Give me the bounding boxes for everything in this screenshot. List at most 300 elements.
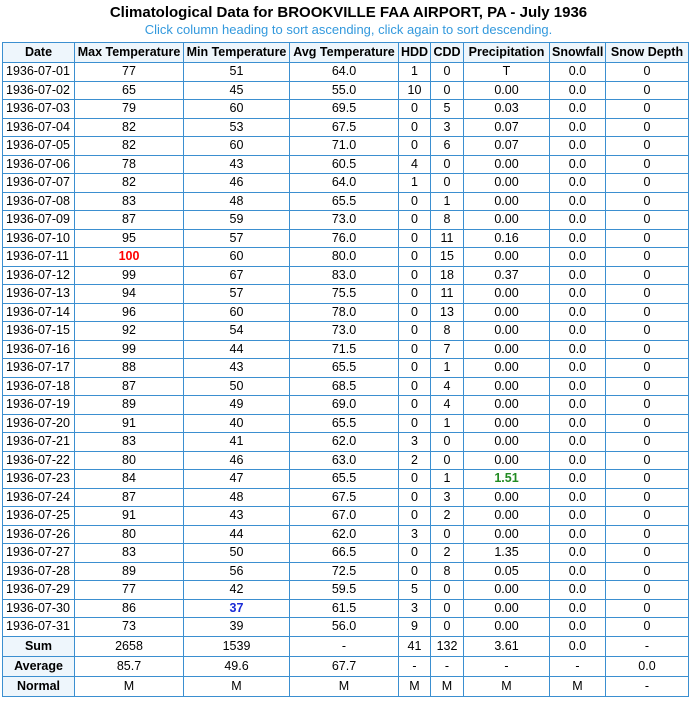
cdd-cell: 8 xyxy=(431,562,464,581)
hdd-cell: 0 xyxy=(399,303,431,322)
table-row xyxy=(3,155,689,174)
hdd-cell: 2 xyxy=(399,451,431,470)
snowfall-cell: 0.0 xyxy=(550,63,606,82)
date-cell: 1936-07-23 xyxy=(3,470,75,489)
table-row xyxy=(3,81,689,100)
summary-cell: - xyxy=(431,656,464,676)
max-temp-cell: 80 xyxy=(75,525,184,544)
date-cell: 1936-07-05 xyxy=(3,137,75,156)
precip-cell: 0.37 xyxy=(464,266,550,285)
column-header-hdd[interactable]: HDD xyxy=(399,43,431,63)
date-cell: 1936-07-04 xyxy=(3,118,75,137)
cdd-cell: 8 xyxy=(431,211,464,230)
precip-cell: 0.16 xyxy=(464,229,550,248)
max-temp-cell: 89 xyxy=(75,562,184,581)
snow-depth-cell: 0 xyxy=(606,81,689,100)
snowfall-cell: 0.0 xyxy=(550,470,606,489)
date-cell: 1936-07-20 xyxy=(3,414,75,433)
hdd-cell: 0 xyxy=(399,340,431,359)
hdd-cell: 1 xyxy=(399,63,431,82)
snowfall-cell: 0.0 xyxy=(550,303,606,322)
summary-cell: 67.7 xyxy=(290,656,399,676)
table-row xyxy=(3,433,689,452)
max-temp-cell: 83 xyxy=(75,433,184,452)
avg-temp-cell: 59.5 xyxy=(290,581,399,600)
snowfall-cell: 0.0 xyxy=(550,488,606,507)
date-cell: 1936-07-08 xyxy=(3,192,75,211)
hdd-cell: 0 xyxy=(399,211,431,230)
cdd-cell: 5 xyxy=(431,100,464,119)
precip-cell: 0.00 xyxy=(464,322,550,341)
cdd-cell: 3 xyxy=(431,488,464,507)
summary-row xyxy=(3,676,689,696)
min-temp-cell: 57 xyxy=(184,285,290,304)
max-temp-cell: 83 xyxy=(75,544,184,563)
min-temp-cell: 54 xyxy=(184,322,290,341)
snowfall-cell: 0.0 xyxy=(550,618,606,637)
summary-cell: M xyxy=(431,676,464,696)
max-temp-cell: 80 xyxy=(75,451,184,470)
min-temp-cell: 60 xyxy=(184,248,290,267)
max-temp-cell: 73 xyxy=(75,618,184,637)
cdd-cell: 4 xyxy=(431,377,464,396)
date-cell: 1936-07-17 xyxy=(3,359,75,378)
avg-temp-cell: 67.0 xyxy=(290,507,399,526)
table-row xyxy=(3,544,689,563)
table-row xyxy=(3,100,689,119)
snow-depth-cell: 0 xyxy=(606,599,689,618)
snow-depth-cell: 0 xyxy=(606,544,689,563)
hdd-cell: 3 xyxy=(399,599,431,618)
max-temp-cell: 100 xyxy=(75,248,184,267)
summary-body xyxy=(3,636,689,696)
snowfall-cell: 0.0 xyxy=(550,155,606,174)
table-row xyxy=(3,414,689,433)
snow-depth-cell: 0 xyxy=(606,192,689,211)
min-temp-cell: 39 xyxy=(184,618,290,637)
snowfall-cell: 0.0 xyxy=(550,81,606,100)
cdd-cell: 1 xyxy=(431,192,464,211)
hdd-cell: 5 xyxy=(399,581,431,600)
snow-depth-cell: 0 xyxy=(606,618,689,637)
hdd-cell: 0 xyxy=(399,248,431,267)
precip-cell: 1.51 xyxy=(464,470,550,489)
max-temp-cell: 82 xyxy=(75,174,184,193)
max-temp-cell: 96 xyxy=(75,303,184,322)
cdd-cell: 8 xyxy=(431,322,464,341)
max-temp-cell: 94 xyxy=(75,285,184,304)
max-temp-cell: 95 xyxy=(75,229,184,248)
cdd-cell: 11 xyxy=(431,229,464,248)
column-header-cdd[interactable]: CDD xyxy=(431,43,464,63)
snow-depth-cell: 0 xyxy=(606,211,689,230)
date-cell: 1936-07-25 xyxy=(3,507,75,526)
snowfall-cell: 0.0 xyxy=(550,211,606,230)
table-row xyxy=(3,562,689,581)
column-header-date[interactable]: Date xyxy=(3,43,75,63)
snow-depth-cell: 0 xyxy=(606,414,689,433)
cdd-cell: 13 xyxy=(431,303,464,322)
snow-depth-cell: 0 xyxy=(606,377,689,396)
summary-label: Average xyxy=(3,656,75,676)
snow-depth-cell: 0 xyxy=(606,248,689,267)
snowfall-cell: 0.0 xyxy=(550,507,606,526)
date-cell: 1936-07-28 xyxy=(3,562,75,581)
precip-cell: 0.00 xyxy=(464,248,550,267)
table-body xyxy=(3,63,689,637)
table-row xyxy=(3,581,689,600)
summary-cell: - xyxy=(606,676,689,696)
max-temp-cell: 84 xyxy=(75,470,184,489)
table-row xyxy=(3,470,689,489)
date-cell: 1936-07-30 xyxy=(3,599,75,618)
avg-temp-cell: 67.5 xyxy=(290,118,399,137)
hdd-cell: 0 xyxy=(399,488,431,507)
snowfall-cell: 0.0 xyxy=(550,100,606,119)
date-cell: 1936-07-24 xyxy=(3,488,75,507)
snow-depth-cell: 0 xyxy=(606,229,689,248)
hdd-cell: 0 xyxy=(399,562,431,581)
cdd-cell: 0 xyxy=(431,433,464,452)
cdd-cell: 0 xyxy=(431,599,464,618)
min-temp-cell: 48 xyxy=(184,192,290,211)
min-temp-cell: 44 xyxy=(184,340,290,359)
avg-temp-cell: 65.5 xyxy=(290,359,399,378)
table-row xyxy=(3,174,689,193)
header-row xyxy=(3,43,689,63)
snow-depth-cell: 0 xyxy=(606,155,689,174)
min-temp-cell: 47 xyxy=(184,470,290,489)
summary-cell: - xyxy=(290,636,399,656)
hdd-cell: 3 xyxy=(399,525,431,544)
hdd-cell: 1 xyxy=(399,174,431,193)
min-temp-cell: 44 xyxy=(184,525,290,544)
avg-temp-cell: 65.5 xyxy=(290,414,399,433)
avg-temp-cell: 76.0 xyxy=(290,229,399,248)
max-temp-cell: 91 xyxy=(75,414,184,433)
max-temp-cell: 87 xyxy=(75,377,184,396)
column-header-snowfall[interactable]: Snowfall xyxy=(550,43,606,63)
date-cell: 1936-07-15 xyxy=(3,322,75,341)
summary-cell: 1539 xyxy=(184,636,290,656)
precip-cell: 0.00 xyxy=(464,155,550,174)
snow-depth-cell: 0 xyxy=(606,266,689,285)
snow-depth-cell: 0 xyxy=(606,525,689,544)
avg-temp-cell: 65.5 xyxy=(290,192,399,211)
table-row xyxy=(3,618,689,637)
avg-temp-cell: 75.5 xyxy=(290,285,399,304)
min-temp-cell: 59 xyxy=(184,211,290,230)
table-row xyxy=(3,137,689,156)
avg-temp-cell: 63.0 xyxy=(290,451,399,470)
snow-depth-cell: 0 xyxy=(606,137,689,156)
hdd-cell: 0 xyxy=(399,285,431,304)
precip-cell: 0.00 xyxy=(464,618,550,637)
precip-cell: 0.00 xyxy=(464,340,550,359)
cdd-cell: 0 xyxy=(431,81,464,100)
summary-label: Sum xyxy=(3,636,75,656)
min-temp-cell: 45 xyxy=(184,81,290,100)
date-cell: 1936-07-21 xyxy=(3,433,75,452)
summary-cell: - xyxy=(399,656,431,676)
snowfall-cell: 0.0 xyxy=(550,322,606,341)
avg-temp-cell: 71.0 xyxy=(290,137,399,156)
date-cell: 1936-07-14 xyxy=(3,303,75,322)
min-temp-cell: 41 xyxy=(184,433,290,452)
table-row xyxy=(3,211,689,230)
summary-cell: M xyxy=(464,676,550,696)
avg-temp-cell: 73.0 xyxy=(290,322,399,341)
avg-temp-cell: 61.5 xyxy=(290,599,399,618)
table-row xyxy=(3,340,689,359)
hdd-cell: 0 xyxy=(399,137,431,156)
avg-temp-cell: 60.5 xyxy=(290,155,399,174)
precip-cell: 0.00 xyxy=(464,581,550,600)
precip-cell: 0.07 xyxy=(464,118,550,137)
precip-cell: 0.00 xyxy=(464,525,550,544)
snowfall-cell: 0.0 xyxy=(550,266,606,285)
snow-depth-cell: 0 xyxy=(606,322,689,341)
max-temp-cell: 87 xyxy=(75,211,184,230)
avg-temp-cell: 71.5 xyxy=(290,340,399,359)
date-cell: 1936-07-09 xyxy=(3,211,75,230)
cdd-cell: 0 xyxy=(431,155,464,174)
precip-cell: T xyxy=(464,63,550,82)
hdd-cell: 0 xyxy=(399,266,431,285)
snowfall-cell: 0.0 xyxy=(550,525,606,544)
summary-row xyxy=(3,636,689,656)
table-row xyxy=(3,63,689,82)
climate-table xyxy=(2,42,689,697)
min-temp-cell: 51 xyxy=(184,63,290,82)
table-row xyxy=(3,599,689,618)
date-cell: 1936-07-02 xyxy=(3,81,75,100)
cdd-cell: 0 xyxy=(431,581,464,600)
snow-depth-cell: 0 xyxy=(606,118,689,137)
precip-cell: 0.00 xyxy=(464,211,550,230)
table-row xyxy=(3,525,689,544)
date-cell: 1936-07-12 xyxy=(3,266,75,285)
min-temp-cell: 40 xyxy=(184,414,290,433)
snowfall-cell: 0.0 xyxy=(550,229,606,248)
max-temp-cell: 82 xyxy=(75,137,184,156)
cdd-cell: 4 xyxy=(431,396,464,415)
snowfall-cell: 0.0 xyxy=(550,359,606,378)
avg-temp-cell: 55.0 xyxy=(290,81,399,100)
date-cell: 1936-07-18 xyxy=(3,377,75,396)
summary-cell: 0.0 xyxy=(550,636,606,656)
snow-depth-cell: 0 xyxy=(606,433,689,452)
cdd-cell: 18 xyxy=(431,266,464,285)
column-header-snow-depth[interactable]: Snow Depth xyxy=(606,43,689,63)
date-cell: 1936-07-11 xyxy=(3,248,75,267)
avg-temp-cell: 83.0 xyxy=(290,266,399,285)
precip-cell: 0.07 xyxy=(464,137,550,156)
snowfall-cell: 0.0 xyxy=(550,562,606,581)
cdd-cell: 0 xyxy=(431,525,464,544)
min-temp-cell: 42 xyxy=(184,581,290,600)
snow-depth-cell: 0 xyxy=(606,100,689,119)
summary-cell: 0.0 xyxy=(606,656,689,676)
snow-depth-cell: 0 xyxy=(606,451,689,470)
table-row xyxy=(3,285,689,304)
date-cell: 1936-07-26 xyxy=(3,525,75,544)
max-temp-cell: 99 xyxy=(75,266,184,285)
cdd-cell: 0 xyxy=(431,618,464,637)
snowfall-cell: 0.0 xyxy=(550,544,606,563)
hdd-cell: 0 xyxy=(399,414,431,433)
avg-temp-cell: 68.5 xyxy=(290,377,399,396)
date-cell: 1936-07-29 xyxy=(3,581,75,600)
summary-cell: 2658 xyxy=(75,636,184,656)
avg-temp-cell: 78.0 xyxy=(290,303,399,322)
avg-temp-cell: 64.0 xyxy=(290,63,399,82)
min-temp-cell: 46 xyxy=(184,174,290,193)
precip-cell: 0.00 xyxy=(464,192,550,211)
date-cell: 1936-07-31 xyxy=(3,618,75,637)
precip-cell: 0.00 xyxy=(464,81,550,100)
date-cell: 1936-07-03 xyxy=(3,100,75,119)
snow-depth-cell: 0 xyxy=(606,562,689,581)
max-temp-cell: 92 xyxy=(75,322,184,341)
snow-depth-cell: 0 xyxy=(606,303,689,322)
snow-depth-cell: 0 xyxy=(606,507,689,526)
avg-temp-cell: 69.0 xyxy=(290,396,399,415)
hdd-cell: 4 xyxy=(399,155,431,174)
table-row xyxy=(3,192,689,211)
max-temp-cell: 89 xyxy=(75,396,184,415)
precip-cell: 0.00 xyxy=(464,599,550,618)
table-row xyxy=(3,451,689,470)
summary-cell: 49.6 xyxy=(184,656,290,676)
snow-depth-cell: 0 xyxy=(606,340,689,359)
snow-depth-cell: 0 xyxy=(606,359,689,378)
table-row xyxy=(3,229,689,248)
table-row xyxy=(3,359,689,378)
summary-label: Normal xyxy=(3,676,75,696)
table-row xyxy=(3,396,689,415)
column-header-precipitation[interactable]: Precipitation xyxy=(464,43,550,63)
snow-depth-cell: 0 xyxy=(606,470,689,489)
hdd-cell: 0 xyxy=(399,544,431,563)
column-header-max-temperature[interactable]: Max Temperature xyxy=(75,43,184,63)
max-temp-cell: 83 xyxy=(75,192,184,211)
summary-cell: 85.7 xyxy=(75,656,184,676)
hdd-cell: 0 xyxy=(399,229,431,248)
hdd-cell: 0 xyxy=(399,192,431,211)
avg-temp-cell: 64.0 xyxy=(290,174,399,193)
table-row xyxy=(3,118,689,137)
precip-cell: 0.00 xyxy=(464,174,550,193)
max-temp-cell: 77 xyxy=(75,581,184,600)
snowfall-cell: 0.0 xyxy=(550,414,606,433)
min-temp-cell: 37 xyxy=(184,599,290,618)
cdd-cell: 2 xyxy=(431,507,464,526)
hdd-cell: 10 xyxy=(399,81,431,100)
max-temp-cell: 77 xyxy=(75,63,184,82)
date-cell: 1936-07-13 xyxy=(3,285,75,304)
avg-temp-cell: 62.0 xyxy=(290,525,399,544)
min-temp-cell: 60 xyxy=(184,303,290,322)
date-cell: 1936-07-06 xyxy=(3,155,75,174)
min-temp-cell: 43 xyxy=(184,507,290,526)
min-temp-cell: 46 xyxy=(184,451,290,470)
date-cell: 1936-07-16 xyxy=(3,340,75,359)
snowfall-cell: 0.0 xyxy=(550,137,606,156)
snowfall-cell: 0.0 xyxy=(550,174,606,193)
summary-cell: M xyxy=(290,676,399,696)
date-cell: 1936-07-19 xyxy=(3,396,75,415)
precip-cell: 0.00 xyxy=(464,303,550,322)
min-temp-cell: 60 xyxy=(184,100,290,119)
avg-temp-cell: 72.5 xyxy=(290,562,399,581)
avg-temp-cell: 65.5 xyxy=(290,470,399,489)
cdd-cell: 0 xyxy=(431,63,464,82)
cdd-cell: 0 xyxy=(431,174,464,193)
max-temp-cell: 78 xyxy=(75,155,184,174)
precip-cell: 0.00 xyxy=(464,433,550,452)
snow-depth-cell: 0 xyxy=(606,63,689,82)
snowfall-cell: 0.0 xyxy=(550,433,606,452)
hdd-cell: 3 xyxy=(399,433,431,452)
avg-temp-cell: 69.5 xyxy=(290,100,399,119)
summary-cell: - xyxy=(464,656,550,676)
precip-cell: 0.00 xyxy=(464,396,550,415)
date-cell: 1936-07-01 xyxy=(3,63,75,82)
summary-cell: 41 xyxy=(399,636,431,656)
column-header-min-temperature[interactable]: Min Temperature xyxy=(184,43,290,63)
snowfall-cell: 0.0 xyxy=(550,581,606,600)
cdd-cell: 1 xyxy=(431,414,464,433)
max-temp-cell: 65 xyxy=(75,81,184,100)
snow-depth-cell: 0 xyxy=(606,174,689,193)
summary-cell: M xyxy=(184,676,290,696)
precip-cell: 0.00 xyxy=(464,488,550,507)
avg-temp-cell: 62.0 xyxy=(290,433,399,452)
precip-cell: 0.00 xyxy=(464,451,550,470)
min-temp-cell: 50 xyxy=(184,544,290,563)
min-temp-cell: 50 xyxy=(184,377,290,396)
avg-temp-cell: 56.0 xyxy=(290,618,399,637)
snowfall-cell: 0.0 xyxy=(550,599,606,618)
max-temp-cell: 79 xyxy=(75,100,184,119)
summary-cell: M xyxy=(550,676,606,696)
hdd-cell: 0 xyxy=(399,322,431,341)
precip-cell: 0.03 xyxy=(464,100,550,119)
precip-cell: 0.00 xyxy=(464,414,550,433)
snowfall-cell: 0.0 xyxy=(550,340,606,359)
avg-temp-cell: 67.5 xyxy=(290,488,399,507)
min-temp-cell: 67 xyxy=(184,266,290,285)
table-row xyxy=(3,507,689,526)
cdd-cell: 1 xyxy=(431,470,464,489)
snow-depth-cell: 0 xyxy=(606,488,689,507)
snowfall-cell: 0.0 xyxy=(550,118,606,137)
snowfall-cell: 0.0 xyxy=(550,192,606,211)
summary-cell: - xyxy=(550,656,606,676)
hdd-cell: 0 xyxy=(399,507,431,526)
hdd-cell: 0 xyxy=(399,377,431,396)
precip-cell: 0.00 xyxy=(464,377,550,396)
cdd-cell: 11 xyxy=(431,285,464,304)
precip-cell: 1.35 xyxy=(464,544,550,563)
column-header-avg-temperature[interactable]: Avg Temperature xyxy=(290,43,399,63)
snow-depth-cell: 0 xyxy=(606,396,689,415)
summary-cell: M xyxy=(399,676,431,696)
min-temp-cell: 43 xyxy=(184,155,290,174)
hdd-cell: 0 xyxy=(399,396,431,415)
max-temp-cell: 86 xyxy=(75,599,184,618)
